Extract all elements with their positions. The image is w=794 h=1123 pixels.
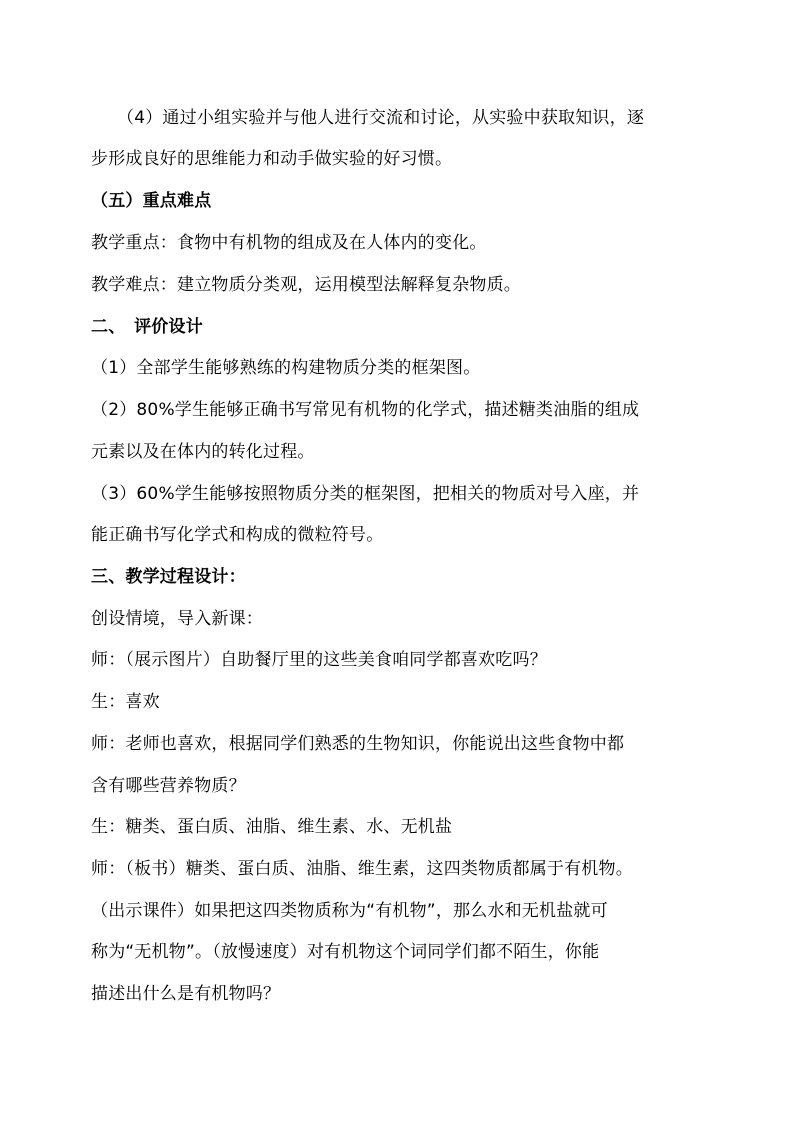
objective-4-line-2: 步形成良好的思维能力和动手做实验的好习惯。: [91, 149, 453, 169]
teaching-focus: 教学重点：食物中有机物的组成及在人体内的变化。: [91, 233, 487, 253]
teaching-difficulty: 教学难点：建立物质分类观，运用模型法解释复杂物质。: [91, 275, 521, 295]
teacher-line-3: 师：（板书）糖类、蛋白质、油脂、维生素，这四类物质都属于有机物。: [91, 859, 633, 879]
courseware-line-2: 称为“无机物”。（放慢速度）对有机物这个词同学们都不陌生，你能: [91, 942, 600, 962]
student-line-2: 生：糖类、蛋白质、油脂、维生素、水、无机盐: [91, 817, 453, 837]
evaluation-item-2-line-1: （2）80%学生能够正确书写常见有机物的化学式，描述糖类油脂的组成: [91, 400, 640, 420]
courseware-line-1: （出示课件）如果把这四类物质称为“有机物”，那么水和无机盐就可: [91, 901, 608, 921]
evaluation-item-1: （1）全部学生能够熟练的构建物质分类的框架图。: [91, 358, 481, 378]
evaluation-item-3-line-2: 能正确书写化学式和构成的微粒符号。: [91, 525, 384, 545]
evaluation-item-3-line-1: （3）60%学生能够按照物质分类的框架图，把相关的物质对号入座，并: [91, 484, 640, 504]
evaluation-item-2-line-2: 元素以及在体内的转化过程。: [91, 442, 315, 462]
teacher-line-2b: 含有哪些营养物质？: [91, 776, 246, 796]
courseware-line-3: 描述出什么是有机物吗？: [91, 984, 281, 1004]
objective-4-line-1: （4）通过小组实验并与他人进行交流和讨论，从实验中获取知识，逐: [117, 108, 645, 128]
heading-teaching-process: 三、教学过程设计：: [91, 567, 246, 587]
heading-evaluation: 二、 评价设计: [91, 317, 203, 337]
intro-line: 创设情境，导入新课：: [91, 609, 263, 629]
student-line-1: 生：喜欢: [91, 692, 160, 712]
teacher-line-2a: 师：老师也喜欢，根据同学们熟悉的生物知识，你能说出这些食物中都: [91, 734, 625, 754]
teacher-line-1: 师：（展示图片）自助餐厅里的这些美食咱同学都喜欢吃吗？: [91, 650, 547, 670]
heading-key-points: （五）重点难点: [91, 191, 212, 211]
